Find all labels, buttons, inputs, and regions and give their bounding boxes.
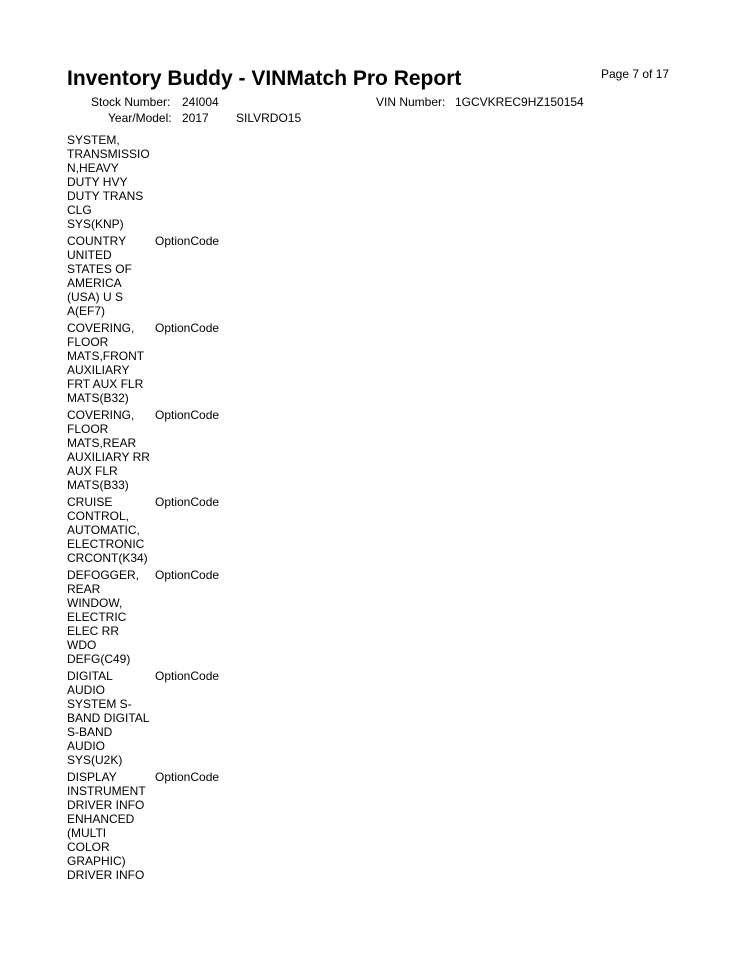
- model-value: SILVRDO15: [236, 111, 302, 125]
- option-type: OptionCode: [155, 770, 220, 784]
- option-description: COVERING, FLOOR MATS,FRONT AUXILIARY FRT AUX FLR MATS(B32): [67, 321, 145, 405]
- option-row: [67, 408, 267, 492]
- option-row: [67, 321, 267, 405]
- page-number: Page 7 of 17: [601, 67, 670, 81]
- option-type: OptionCode: [155, 408, 220, 422]
- option-description: COUNTRY UNITED STATES OF AMERICA (USA) U S A(EF7): [67, 234, 132, 318]
- option-row: [67, 234, 267, 318]
- option-row: [67, 568, 267, 666]
- option-description: DISPLAY INSTRUMENT DRIVER INFO ENHANCED (MULTI COLOR GRAPHIC) DRIVER INFO: [67, 770, 146, 882]
- option-row: [67, 495, 267, 565]
- option-type: OptionCode: [155, 234, 220, 248]
- option-row: [67, 669, 267, 767]
- option-row: [67, 770, 267, 882]
- option-row: [67, 133, 267, 231]
- report-title: Inventory Buddy - VINMatch Pro Report: [67, 67, 462, 90]
- vin-number-value: 1GCVKREC9HZ150154: [455, 95, 584, 109]
- option-description: COVERING, FLOOR MATS,REAR AUXILIARY RR AUX FLR MATS(B33): [67, 408, 150, 492]
- option-description: CRUISE CONTROL, AUTOMATIC, ELECTRONIC CRCONT(K34): [67, 495, 148, 565]
- year-value: 2017: [182, 111, 209, 125]
- option-list: [67, 133, 267, 885]
- option-type: OptionCode: [155, 495, 220, 509]
- option-description: DIGITAL AUDIO SYSTEM S- BAND DIGITAL S-BAND AUDIO SYS(U2K): [67, 669, 150, 767]
- option-type: OptionCode: [155, 568, 220, 582]
- option-type: OptionCode: [155, 321, 220, 335]
- stock-number-label: Stock Number:: [91, 95, 171, 109]
- option-type: OptionCode: [155, 669, 220, 683]
- option-description: DEFOGGER, REAR WINDOW, ELECTRIC ELEC RR WDO DEFG(C49): [67, 568, 140, 666]
- option-description: SYSTEM, TRANSMISSIO N,HEAVY DUTY HVY DUTY TRANS CLG SYS(KNP): [67, 133, 150, 231]
- stock-number-value: 24I004: [182, 95, 219, 109]
- year-model-label: Year/Model:: [108, 111, 172, 125]
- vin-number-label: VIN Number:: [376, 95, 446, 109]
